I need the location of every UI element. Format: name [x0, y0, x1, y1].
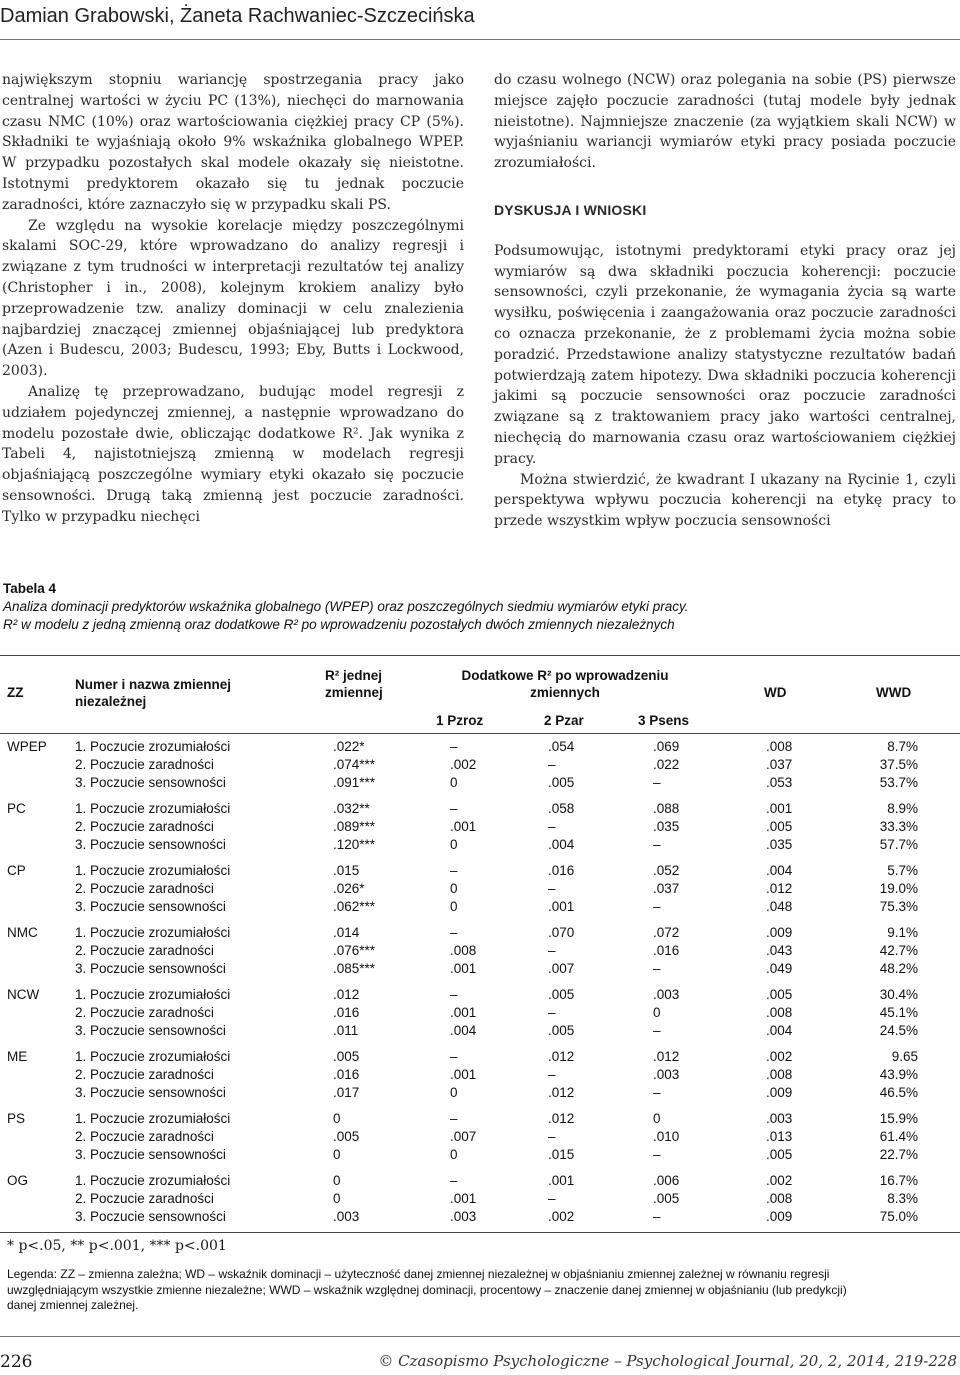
wd-value: .037 [766, 757, 793, 772]
r2-value: .062*** [333, 899, 376, 914]
pzar-value: .001 [548, 899, 575, 914]
right-paragraph-3: Można stwierdzić, że kwadrant I ukazany na Rycinie 1, czyli perspektywa wpływu poczucia koherencji na etykę pracy to przede wszystkim wpływ poczucia sensowności [494, 471, 956, 530]
r2-value: .091*** [333, 775, 376, 790]
pzroz-value: – [450, 925, 458, 940]
pzar-value: .005 [548, 1023, 575, 1038]
wwd-value: 5.7% [887, 863, 918, 878]
psens-value: – [653, 1085, 661, 1100]
wwd-value: 33.3% [879, 819, 918, 834]
variable-name: 1. Poczucie zrozumiałości [75, 987, 231, 1002]
wwd-value: 22.7% [879, 1147, 918, 1162]
pzar-value: .012 [548, 1111, 575, 1126]
r2-value: .003 [333, 1209, 360, 1224]
psens-value: – [653, 961, 661, 976]
psens-value: .037 [653, 881, 680, 896]
pzar-value: .058 [548, 801, 575, 816]
variable-name: 2. Poczucie zaradności [75, 881, 214, 896]
wd-value: .002 [766, 1173, 793, 1188]
left-paragraph-3: Analizę tę przeprowadzano, budując model regresji z udziałem pojedynczej zmiennej, a następnie wprowadzano do modelu pozostałe dwie, obliczając dodatkowe R². Jak wynika z Tabeli 4, najistotniejszą zmienną w modelach regresji objaśniającą poszczególne wymiary etyki okazało się poczucie sensowności. Drugą taką zmienną jest poczucie zaradności. Tylko w przypadku niechęci [2, 383, 464, 525]
variable-name: 3. Poczucie sensowności [75, 837, 226, 852]
wwd-value: 24.5% [879, 1023, 918, 1038]
wd-value: .012 [766, 881, 793, 896]
zz-label: PS [7, 1111, 26, 1126]
wd-value: .005 [766, 819, 793, 834]
psens-value: .003 [653, 1067, 680, 1082]
pzroz-value: .004 [450, 1023, 477, 1038]
psens-value: .010 [653, 1129, 680, 1144]
zz-label: OG [7, 1173, 29, 1188]
pzar-value: .012 [548, 1049, 575, 1064]
pzar-value: .016 [548, 863, 575, 878]
header-wwd: WWD [876, 685, 912, 700]
variable-name: 2. Poczucie zaradności [75, 757, 214, 772]
r2-value: .016 [333, 1067, 360, 1082]
pzar-value: .004 [548, 837, 575, 852]
wd-value: .008 [766, 1005, 793, 1020]
header-r2-single: R² jednej zmiennej [325, 668, 383, 700]
r2-value: .085*** [333, 961, 376, 976]
variable-name: 1. Poczucie zrozumiałości [75, 1173, 231, 1188]
zz-label: ME [7, 1049, 28, 1064]
variable-name: 1. Poczucie zrozumiałości [75, 1111, 231, 1126]
header-additional-r2: Dodatkowe R² po wprowadzeniu zmiennych [461, 668, 669, 700]
wwd-value: 9.1% [887, 925, 918, 940]
psens-value: .088 [653, 801, 680, 816]
variable-name: 3. Poczucie sensowności [75, 1023, 226, 1038]
wd-value: .002 [766, 1049, 793, 1064]
wd-value: .043 [766, 943, 793, 958]
psens-value: .022 [653, 757, 680, 772]
pzroz-value: .002 [450, 757, 477, 772]
psens-value: .006 [653, 1173, 680, 1188]
pzar-value: – [548, 757, 556, 772]
running-header [0, 0, 960, 40]
section-heading: DYSKUSJA I WNIOSKI [494, 201, 647, 218]
r2-value: 0 [333, 1111, 341, 1126]
table-label: Tabela 4 [3, 581, 57, 596]
pzar-value: – [548, 881, 556, 896]
pzroz-value: – [450, 1111, 458, 1126]
pzar-value: .054 [548, 739, 575, 754]
r2-value: .032** [333, 801, 370, 816]
r2-value: 0 [333, 1173, 341, 1188]
variable-name: 3. Poczucie sensowności [75, 1147, 226, 1162]
wd-value: .003 [766, 1111, 793, 1126]
wwd-value: 30.4% [879, 987, 918, 1002]
table-top-rule [0, 655, 960, 656]
psens-value: .016 [653, 943, 680, 958]
wwd-value: 15.9% [879, 1111, 918, 1126]
psens-value: .003 [653, 987, 680, 1002]
table-caption [3, 580, 953, 634]
header-wd: WD [764, 685, 787, 700]
header-col-pzar: 2 Pzar [544, 713, 584, 728]
wd-value: .013 [766, 1129, 793, 1144]
wwd-value: 37.5% [879, 757, 918, 772]
pzroz-value: .001 [450, 1067, 477, 1082]
pzroz-value: – [450, 987, 458, 1002]
variable-name: 2. Poczucie zaradności [75, 943, 214, 958]
pzroz-value: – [450, 801, 458, 816]
wwd-value: 42.7% [879, 943, 918, 958]
wwd-value: 43.9% [879, 1067, 918, 1082]
header-variable: Numer i nazwa zmiennej niezależnej [75, 677, 232, 709]
pzar-value: – [548, 1129, 556, 1144]
right-paragraph-1: do czasu wolnego (NCW) oraz polegania na sobie (PS) pierwsze miejsce zajęło poczucie zaradności (tutaj modele były jednak nieistotne). Najmniejsze znaczenie (za wyjątkiem skali NCW) w wyjaśnianiu wariancji wymiarów etyki pracy posiada poczucie zrozumiałości. [494, 72, 956, 172]
zz-label: CP [7, 863, 26, 878]
r2-value: .017 [333, 1085, 360, 1100]
footer-rule [0, 1336, 960, 1337]
header-authors: Damian Grabowski, Żaneta Rachwaniec-Szczecińska [0, 5, 475, 27]
page-number: 226 [0, 1352, 33, 1372]
zz-label: NCW [7, 987, 40, 1002]
wd-value: .005 [766, 987, 793, 1002]
variable-name: 1. Poczucie zrozumiałości [75, 863, 231, 878]
pzroz-value: 0 [450, 881, 458, 896]
wd-value: .009 [766, 1209, 793, 1224]
psens-value: .069 [653, 739, 680, 754]
zz-label: PC [7, 801, 26, 816]
pzar-value: .005 [548, 775, 575, 790]
table-caption-line-1: Analiza dominacji predyktorów wskaźnika globalnego (WPEP) oraz poszczególnych siedmiu wymiarów etyki pracy. [3, 599, 689, 614]
psens-value: 0 [653, 1111, 661, 1126]
wwd-value: 75.0% [879, 1209, 918, 1224]
pzroz-value: .003 [450, 1209, 477, 1224]
wwd-value: 46.5% [879, 1085, 918, 1100]
psens-value: – [653, 1023, 661, 1038]
table-caption-line-2: R² w modelu z jedną zmienną oraz dodatkowe R² po wprowadzeniu pozostałych dwóch zmiennych niezależnych [3, 617, 675, 632]
psens-value: – [653, 899, 661, 914]
table-header-rule [0, 733, 960, 734]
wwd-value: 16.7% [879, 1173, 918, 1188]
zz-label: NMC [7, 925, 38, 940]
pzar-value: .070 [548, 925, 575, 940]
left-paragraph-2: Ze względu na wysokie korelacje między poszczególnymi skalami SOC-29, które wprowadzano do analizy regresji i związane z tym trudności w interpretacji rezultatów tej analizy (Christopher i in., 2008), kolejnym krokiem analizy było przeprowadzenie tzw. analizy dominacji w celu znalezienia najbardziej znaczącej zmiennej objaśniającej lub predyktora (Azen i Budescu, 2003; Budescu, 1993; Eby, Butts i Lockwood, 2003). [2, 217, 464, 380]
table-legend: Legenda: ZZ – zmienna zależna; WD – wskaźnik dominacji – użyteczność danej zmiennej niezależnej w objaśnianiu zmiennej zależnej w równaniu regresji uwzględniającym wszystkie zmienne niezależne; WWD – wskaźnik względnej dominacji, procentowy – znaczenie danej zmiennej w objaśnianiu (lub predykcji) danej zmiennej zależnej. [7, 1267, 847, 1312]
wd-value: .004 [766, 863, 793, 878]
psens-value: .035 [653, 819, 680, 834]
pzroz-value: .001 [450, 1191, 477, 1206]
variable-name: 3. Poczucie sensowności [75, 899, 226, 914]
wd-value: .001 [766, 801, 793, 816]
right-paragraph-2: Podsumowując, istotnymi predyktorami etyki pracy oraz jej wymiarów są dwa składniki poczucia koherencji: poczucie sensowności, czyli przekonanie, że wymagania życia są warte wysiłku, poświęcenia i zaangażowania oraz poczucie zaradności co oznacza przekonanie, że z problemami życia można sobie poradzić. Przedstawione analizy statystyczne rezultatów badań potwierdzają zatem hipotezy. Dwa składniki poczucia koherencji jakimi są poczucie sensowności oraz poczucie zaradności związane są z traktowaniem pracy jako wartości centralnej, niechęcią do marnowania czasu oraz wartościowaniem ciężkiej pracy. [494, 242, 956, 467]
pzar-value: .007 [548, 961, 575, 976]
wwd-value: 9.65 [891, 1049, 918, 1064]
right-column [494, 70, 956, 532]
variable-name: 2. Poczucie zaradności [75, 1005, 214, 1020]
pzroz-value: – [450, 863, 458, 878]
r2-value: 0 [333, 1147, 341, 1162]
wwd-value: 8.7% [887, 739, 918, 754]
psens-value: 0 [653, 1005, 661, 1020]
r2-value: .015 [333, 863, 360, 878]
pzar-value: – [548, 1067, 556, 1082]
variable-name: 3. Poczucie sensowności [75, 1085, 226, 1100]
variable-name: 1. Poczucie zrozumiałości [75, 739, 231, 754]
wd-value: .008 [766, 1191, 793, 1206]
pzroz-value: .001 [450, 1005, 477, 1020]
r2-value: .014 [333, 925, 360, 940]
psens-value: .012 [653, 1049, 680, 1064]
journal-citation: © Czasopismo Psychologiczne – Psychological Journal, 20, 2, 2014, 219-228 [378, 1352, 957, 1370]
wwd-value: 48.2% [879, 961, 918, 976]
wwd-value: 57.7% [879, 837, 918, 852]
r2-value: .016 [333, 1005, 360, 1020]
r2-value: .022* [333, 739, 365, 754]
wd-value: .008 [766, 1067, 793, 1082]
variable-name: 2. Poczucie zaradności [75, 1191, 214, 1206]
pzar-value: .005 [548, 987, 575, 1002]
wd-value: .048 [766, 899, 793, 914]
pzar-value: – [548, 819, 556, 834]
zz-label: WPEP [7, 739, 47, 754]
psens-value: – [653, 775, 661, 790]
variable-name: 3. Poczucie sensowności [75, 775, 226, 790]
pzroz-value: 0 [450, 837, 458, 852]
wwd-value: 8.3% [887, 1191, 918, 1206]
wwd-value: 61.4% [879, 1129, 918, 1144]
left-column [2, 70, 464, 528]
header-zz: ZZ [7, 685, 24, 700]
wd-value: .008 [766, 739, 793, 754]
pzar-value: .001 [548, 1173, 575, 1188]
pzroz-value: 0 [450, 1147, 458, 1162]
wd-value: .009 [766, 1085, 793, 1100]
variable-name: 3. Poczucie sensowności [75, 1209, 226, 1224]
pzroz-value: .001 [450, 961, 477, 976]
r2-value: .120*** [333, 837, 376, 852]
header-col-pzroz: 1 Pzroz [436, 713, 484, 728]
wwd-value: 53.7% [879, 775, 918, 790]
wwd-value: 75.3% [879, 899, 918, 914]
pzar-value: .015 [548, 1147, 575, 1162]
r2-value: .011 [333, 1023, 359, 1038]
pzroz-value: .007 [450, 1129, 477, 1144]
wwd-value: 19.0% [879, 881, 918, 896]
wd-value: .005 [766, 1147, 793, 1162]
pzroz-value: – [450, 1173, 458, 1188]
wd-value: .049 [766, 961, 793, 976]
variable-name: 2. Poczucie zaradności [75, 1129, 214, 1144]
variable-name: 2. Poczucie zaradności [75, 819, 214, 834]
r2-value: 0 [333, 1191, 341, 1206]
variable-name: 2. Poczucie zaradności [75, 1067, 214, 1082]
pzroz-value: .001 [450, 819, 477, 834]
pzar-value: .002 [548, 1209, 575, 1224]
table-footnote: * p<.05, ** p<.001, *** p<.001 [7, 1238, 227, 1254]
left-paragraph-1: największym stopniu wariancję spostrzegania pracy jako centralnej wartości w życiu PC (13%), niechęci do marnowania czasu NMC (10%) oraz wartościowania ciężkiej pracy CP (5%). Składniki te wyjaśniają około 9% wskaźnika globalnego WPEP. W przypadku pozostałych skal modele okazały się nieistotne. Istotnymi predyktorem okazało się tu jednak poczucie zaradności, które zaznaczyło się w przypadku skali PS. [2, 72, 464, 213]
dominance-table [0, 655, 960, 1225]
pzroz-value: 0 [450, 899, 458, 914]
table-bottom-rule [0, 1232, 960, 1233]
variable-name: 1. Poczucie zrozumiałości [75, 1049, 231, 1064]
wd-value: .009 [766, 925, 793, 940]
pzroz-value: 0 [450, 1085, 458, 1100]
psens-value: – [653, 1147, 661, 1162]
r2-value: .074*** [333, 757, 376, 772]
pzroz-value: .008 [450, 943, 477, 958]
pzar-value: – [548, 943, 556, 958]
variable-name: 3. Poczucie sensowności [75, 961, 226, 976]
header-rule [0, 39, 960, 40]
pzar-value: .012 [548, 1085, 575, 1100]
pzar-value: – [548, 1005, 556, 1020]
wd-value: .035 [766, 837, 793, 852]
psens-value: – [653, 837, 661, 852]
pzroz-value: 0 [450, 775, 458, 790]
r2-value: .005 [333, 1129, 360, 1144]
wwd-value: 8.9% [887, 801, 918, 816]
psens-value: .052 [653, 863, 680, 878]
pzroz-value: – [450, 1049, 458, 1064]
pzar-value: – [548, 1191, 556, 1206]
variable-name: 1. Poczucie zrozumiałości [75, 925, 231, 940]
variable-name: 1. Poczucie zrozumiałości [75, 801, 231, 816]
psens-value: .072 [653, 925, 680, 940]
wd-value: .053 [766, 775, 793, 790]
pzroz-value: – [450, 739, 458, 754]
wd-value: .004 [766, 1023, 793, 1038]
r2-value: .012 [333, 987, 360, 1002]
header-col-psens: 3 Psens [638, 713, 690, 728]
wwd-value: 45.1% [879, 1005, 918, 1020]
r2-value: .076*** [333, 943, 376, 958]
r2-value: .089*** [333, 819, 376, 834]
psens-value: .005 [653, 1191, 680, 1206]
r2-value: .026* [333, 881, 365, 896]
psens-value: – [653, 1209, 661, 1224]
r2-value: .005 [333, 1049, 360, 1064]
